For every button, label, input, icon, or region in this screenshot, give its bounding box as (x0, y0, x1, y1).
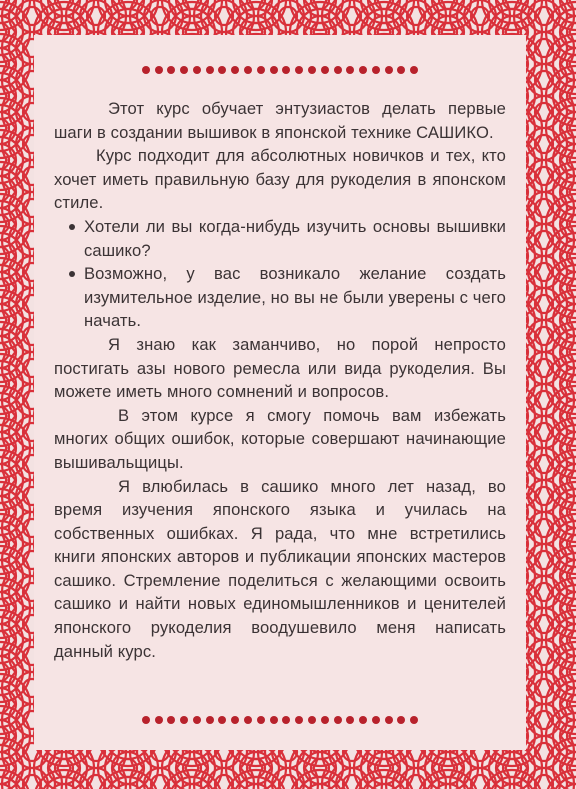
divider-dot (346, 716, 354, 724)
intro-paragraph: Этот курс обучает энтузиастов делать первые шаги в создании вышивок в японской технике САШИКО. (54, 99, 506, 142)
divider-dot (180, 716, 188, 724)
divider-dot (231, 716, 239, 724)
divider-dot (257, 66, 265, 74)
course-description (54, 97, 506, 663)
divider-dot (218, 66, 226, 74)
doubts-paragraph: Я знаю как заманчиво, но порой непросто постигать азы нового ремесла или вида рукоделия. Вы можете иметь много сомнений и вопросов. (54, 334, 506, 402)
question-item-2: Возможно, у вас возникало желание создать изумительное изделие, но вы не были уверены с чего начать. (84, 262, 506, 333)
divider-dot (308, 716, 316, 724)
question-list (54, 215, 506, 333)
divider-dot (385, 716, 393, 724)
divider-dot (193, 66, 201, 74)
divider-dot (167, 66, 175, 74)
divider-dot (244, 66, 252, 74)
divider-dot (410, 66, 418, 74)
help-paragraph: В этом курсе я смогу помочь вам избежать многих общих ошибок, которые совершают начинающие вышивальщицы. (54, 405, 506, 472)
divider-dot (397, 66, 405, 74)
divider-dot (155, 716, 163, 724)
divider-dot (270, 66, 278, 74)
divider-dot (167, 716, 175, 724)
divider-dot (372, 716, 380, 724)
divider-dot (257, 716, 265, 724)
divider-dot (206, 716, 214, 724)
question-item-1: Хотели ли вы когда-нибудь изучить основы вышивки сашико? (84, 215, 506, 262)
audience-paragraph: Курс подходит для абсолютных новичков и тех, кто хочет иметь правильную базу для рукоделия в японском стиле. (54, 146, 506, 213)
divider-dot (385, 66, 393, 74)
divider-dot (231, 66, 239, 74)
divider-dot (295, 66, 303, 74)
divider-dot (410, 716, 418, 724)
divider-dot (321, 66, 329, 74)
divider-dot (346, 66, 354, 74)
divider-dot (282, 716, 290, 724)
bottom-dotted-divider (34, 716, 526, 728)
divider-dot (295, 716, 303, 724)
divider-dot (359, 716, 367, 724)
divider-dot (244, 716, 252, 724)
divider-dot (218, 716, 226, 724)
text-card (34, 35, 526, 750)
divider-dot (321, 716, 329, 724)
divider-dot (282, 66, 290, 74)
divider-dot (142, 66, 150, 74)
divider-dot (334, 66, 342, 74)
divider-dot (193, 716, 201, 724)
divider-dot (206, 66, 214, 74)
divider-dot (308, 66, 316, 74)
divider-dot (180, 66, 188, 74)
author-story-paragraph: Я влюбилась в сашико много лет назад, во время изучения японского языка и училась на собственных ошибках. Я рада, что мне встретились книги японских авторов и публикации японских мастеров сашико. Стремление поделиться с желающими освоить сашико и найти новых единомышленников и ценителей японского рукоделия воодушевило меня написать данный курс. (54, 476, 506, 661)
divider-dot (372, 66, 380, 74)
divider-dot (142, 716, 150, 724)
divider-dot (359, 66, 367, 74)
divider-dot (270, 716, 278, 724)
top-dotted-divider (34, 66, 526, 78)
divider-dot (334, 716, 342, 724)
divider-dot (155, 66, 163, 74)
divider-dot (397, 716, 405, 724)
